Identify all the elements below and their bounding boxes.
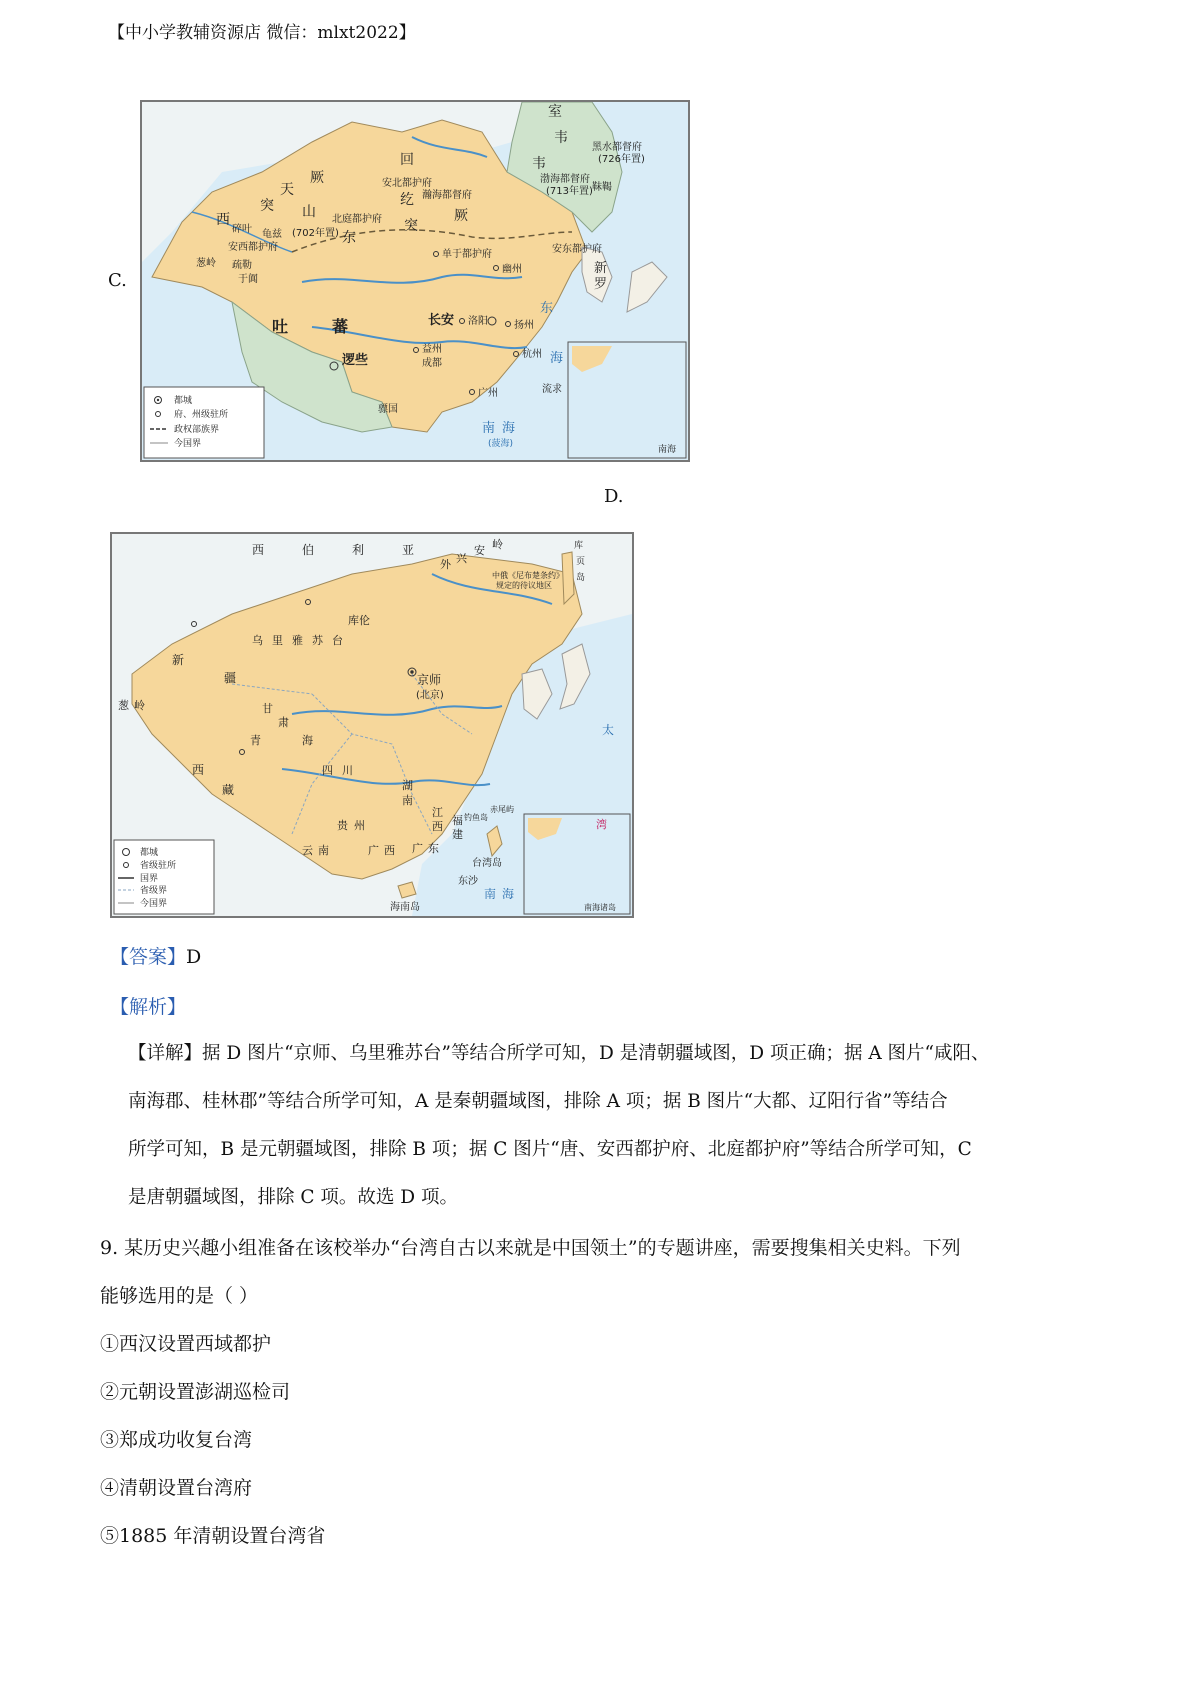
analysis-tag: 【解析】 xyxy=(110,996,187,1018)
map-c-label: 流求 xyxy=(542,384,562,395)
legend-c-boundary: 政权部族界 xyxy=(174,425,220,435)
map-c-label: 广州 xyxy=(478,388,498,399)
analysis-line: 所学可知，B 是元朝疆域图，排除 B 项；据 C 图片“唐、安西都护府、北庭都护府”等结合所学可知，C xyxy=(128,1139,972,1160)
map-c-label: 靺鞨 xyxy=(592,182,612,193)
map-d-label: 江 xyxy=(432,806,443,819)
map-c-label: 突 xyxy=(260,198,274,214)
map-c-label: 东 xyxy=(540,301,554,316)
map-d-label: 钓鱼岛 xyxy=(464,813,488,822)
map-c-label: 厥 xyxy=(454,208,468,224)
map-d-label: 库 xyxy=(574,541,584,551)
map-d-label: 建 xyxy=(452,828,463,841)
map-d-label: 赤尾屿 xyxy=(490,805,514,814)
map-c-label: 东 xyxy=(342,230,356,246)
legend-c-prefecture: 府、州级驻所 xyxy=(174,410,229,420)
map-d-label: 海 xyxy=(302,734,313,747)
map-d-label: 湾 xyxy=(596,818,607,831)
legend-d-national-border: 国界 xyxy=(140,874,159,884)
map-d-label: 川 xyxy=(342,764,353,777)
map-d-label: 四 xyxy=(322,764,333,777)
map-d-label: 甘 xyxy=(262,702,273,715)
map-c-label: 黑水都督府 xyxy=(592,142,642,153)
map-d-label: 规定的待议地区 xyxy=(496,581,552,590)
legend-d-modern-border: 今国界 xyxy=(140,899,168,909)
analysis-detail xyxy=(128,1030,1098,1222)
analysis-line: 是唐朝疆域图，排除 C 项。故选 D 项。 xyxy=(128,1187,459,1208)
map-c-label: 安西都护府 xyxy=(228,242,278,253)
map-d-label: 海 xyxy=(502,887,515,901)
map-d-label: 广 xyxy=(368,844,379,857)
map-c-label: 南 xyxy=(482,421,496,436)
map-c-label: 幽州 xyxy=(502,264,522,275)
map-c-label: 北庭都护府 xyxy=(332,214,382,225)
option-c-label: C. xyxy=(108,270,127,291)
map-c-label: (713年置) xyxy=(546,186,593,197)
map-d-label: 东沙 xyxy=(458,876,478,887)
map-c-label: 室 xyxy=(548,104,562,120)
option-d-label: D. xyxy=(604,486,624,507)
map-c-label: 纥 xyxy=(400,192,414,208)
map-c-label: 新 xyxy=(594,261,608,276)
map-c-label: 单于都护府 xyxy=(442,249,492,260)
map-d-label: 岭 xyxy=(492,538,503,551)
map-d-label: 云 xyxy=(302,844,313,857)
legend-c-capital: 都城 xyxy=(174,396,193,406)
map-d-label: 页 xyxy=(576,557,586,567)
map-c-label: 海 xyxy=(550,351,564,366)
map-d-label: 兴 xyxy=(456,552,467,565)
map-c-label: 骠国 xyxy=(378,404,398,415)
map-c-label: 安北都护府 xyxy=(382,178,432,189)
map-d-label: 青 xyxy=(250,734,261,747)
map-d-label: 湖 xyxy=(402,779,413,792)
map-d-label: 安 xyxy=(474,544,485,557)
map-d-label: 藏 xyxy=(222,783,235,797)
legend-c-modern-border: 今国界 xyxy=(174,439,202,449)
map-c-label: 安东都护府 xyxy=(552,244,602,255)
question-item: ③郑成功收复台湾 xyxy=(100,1429,253,1451)
qing-dynasty-map xyxy=(110,532,634,918)
map-d-label: 太 xyxy=(602,723,615,737)
map-c-label: 扬州 xyxy=(514,320,534,331)
map-c-label: 长安 xyxy=(428,313,455,328)
map-d-label: 南 xyxy=(318,844,329,857)
map-c-label: 山 xyxy=(302,204,316,220)
map-c-label: 益州 xyxy=(422,344,442,355)
map-c-label: 天 xyxy=(280,182,294,198)
answer-value: D xyxy=(186,946,202,968)
legend-d-provincial-seat: 省级驻所 xyxy=(140,861,177,871)
map-c-label: 龟兹 xyxy=(262,229,282,240)
question-item: ④清朝设置台湾府 xyxy=(100,1477,253,1499)
map-d-label: 肃 xyxy=(278,716,289,729)
map-c-label: 渤海都督府 xyxy=(540,174,590,185)
header-note: 【中小学教辅资源店 微信：mlxt2022】 xyxy=(108,23,416,43)
map-d-label: 雅 xyxy=(292,634,303,647)
map-d-label: 南 xyxy=(484,887,497,901)
map-c-label: (菠海) xyxy=(488,439,514,449)
question-stem-line: 能够选用的是（ ） xyxy=(100,1285,259,1307)
map-c-label: 于阗 xyxy=(238,274,258,285)
map-d-label: 州 xyxy=(354,819,365,832)
map-c-label: 杭州 xyxy=(522,349,542,360)
question-item: ②元朝设置澎湖巡检司 xyxy=(100,1381,291,1403)
map-d-label: 东 xyxy=(428,842,439,855)
map-d-label: 福 xyxy=(452,814,463,827)
map-c-label: 碎叶 xyxy=(232,224,252,235)
map-c-label: 瀚海都督府 xyxy=(422,190,472,201)
map-d-label: 中俄《尼布楚条约》 xyxy=(492,571,564,580)
map-d-label: 疆 xyxy=(224,671,237,685)
map-d-label: 台 xyxy=(332,634,343,647)
map-d-label: 岭 xyxy=(134,699,145,712)
map-c-label: 回 xyxy=(400,152,414,168)
legend-d-provincial-border: 省级界 xyxy=(140,886,168,896)
map-d-label: 南 xyxy=(402,794,413,807)
map-d-label: 京师 xyxy=(417,673,442,687)
question-stem-line: 9. 某历史兴趣小组准备在该校举办“台湾自古以来就是中国领土”的专题讲座，需要搜集相关史料。下列 xyxy=(100,1237,961,1259)
map-c-label: 罗 xyxy=(594,277,608,292)
map-d-label: 台湾岛 xyxy=(472,858,502,869)
map-d-label: 葱 xyxy=(118,699,129,712)
map-c-label: 逻些 xyxy=(342,353,369,368)
map-d-label: 乌 xyxy=(252,634,263,647)
map-d-label: 海南岛 xyxy=(390,902,420,913)
map-c-label: 吐 xyxy=(272,317,289,336)
map-d-label: 西 xyxy=(192,763,205,777)
map-c-label: 突 xyxy=(404,218,418,234)
map-d-label: 岛 xyxy=(576,573,586,583)
map-d-label: 伯 xyxy=(302,543,315,557)
map-c-label: 蕃 xyxy=(332,317,349,336)
analysis-line: 南海郡、桂林郡”等结合所学可知，A 是秦朝疆域图，排除 A 项；据 B 图片“大都、辽阳行省”等结合 xyxy=(128,1091,948,1112)
map-c-label: 成都 xyxy=(422,358,442,369)
map-d-label: 西 xyxy=(384,844,395,857)
map-c-label: 疏勒 xyxy=(232,260,252,271)
map-c-label: 葱岭 xyxy=(196,258,216,269)
map-d-label: 苏 xyxy=(312,634,323,647)
question-item: ①西汉设置西域都护 xyxy=(100,1333,272,1355)
question-item: ⑤1885 年清朝设置台湾省 xyxy=(100,1525,326,1547)
map-d-label: 外 xyxy=(440,558,451,571)
map-c-label: 海 xyxy=(502,421,516,436)
legend-d-capital: 都城 xyxy=(140,848,159,858)
map-c-label: 洛阳 xyxy=(468,316,488,327)
map-c-label: 南海 xyxy=(658,445,677,455)
map-c-label: (726年置) xyxy=(598,154,645,165)
map-d-label: 贵 xyxy=(337,819,348,832)
map-d-label: 里 xyxy=(272,634,283,647)
answer-tag: 【答案】 xyxy=(110,946,187,968)
map-c-label: (702年置) xyxy=(292,228,339,239)
map-d-label: (北京) xyxy=(416,690,444,701)
map-d-label: 广 xyxy=(412,842,423,855)
answer-line xyxy=(110,942,201,969)
map-d-label: 亚 xyxy=(402,543,415,557)
map-c-label: 厥 xyxy=(310,170,324,186)
map-d-label: 南海诸岛 xyxy=(584,903,616,912)
analysis-line: 【详解】据 D 图片“京师、乌里雅苏台”等结合所学可知，D 是清朝疆域图，D 项正确；据 A 图片“咸阳、 xyxy=(128,1043,990,1064)
tang-dynasty-map xyxy=(140,100,690,462)
map-d-label: 西 xyxy=(432,820,443,833)
map-c-label: 韦 xyxy=(532,156,546,172)
map-c-label: 西 xyxy=(216,212,230,228)
map-d-label: 库伦 xyxy=(348,614,370,627)
map-d-label: 利 xyxy=(352,543,365,557)
map-c-label: 韦 xyxy=(554,130,568,146)
map-d-label: 新 xyxy=(172,653,185,667)
map-d-label: 西 xyxy=(252,543,265,557)
